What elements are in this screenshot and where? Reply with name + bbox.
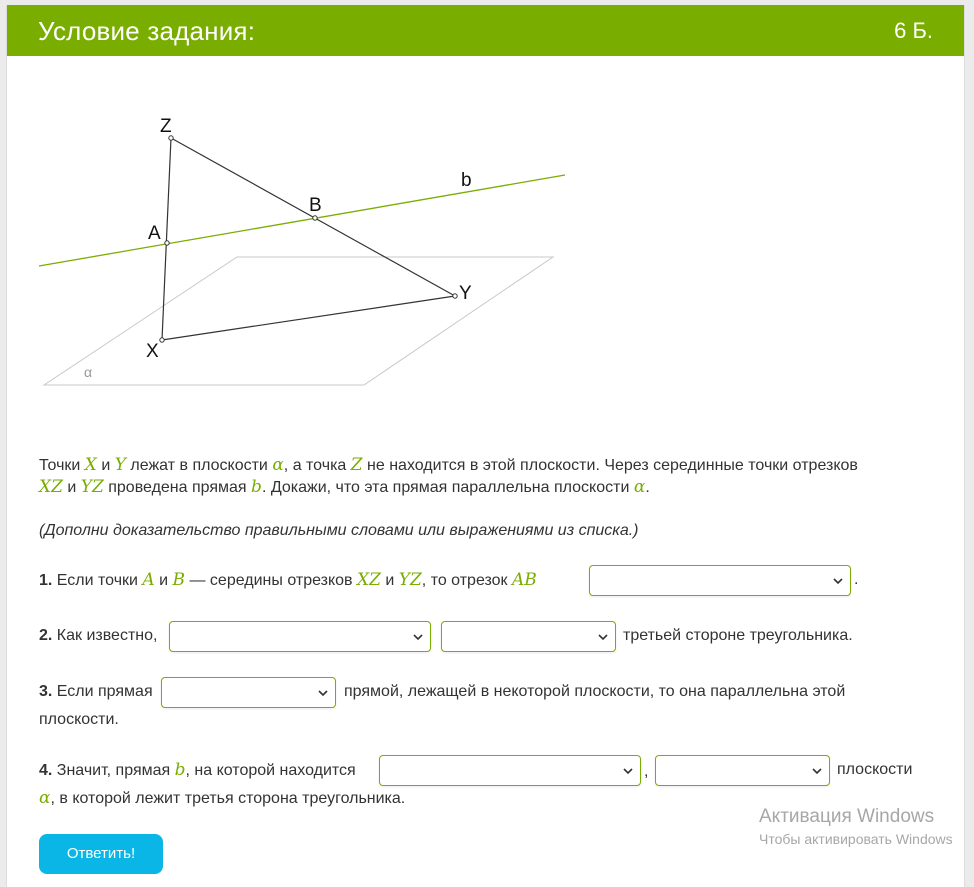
math-alpha: α xyxy=(272,455,284,475)
step-1-end: . xyxy=(854,571,859,588)
step-4-tail: плоскости xyxy=(837,761,913,778)
math-yz: YZ xyxy=(80,477,104,497)
math-xz: XZ xyxy=(39,477,63,497)
math-b: b xyxy=(174,760,186,780)
step-4-select-2[interactable] xyxy=(655,755,830,786)
problem-line-2: XZ и YZ проведена прямая b. Докажи, что эта прямая параллельна плоскости α. xyxy=(39,477,650,497)
math-b-point: B xyxy=(172,570,186,590)
point-x xyxy=(160,338,164,342)
math-alpha: α xyxy=(39,788,51,808)
task-title: Условие задания: xyxy=(38,16,256,46)
step-4-comma: , xyxy=(644,763,649,780)
math-y: Y xyxy=(114,455,126,475)
label-z: Z xyxy=(160,116,172,137)
chevron-down-icon xyxy=(833,576,843,586)
step-2-select-1[interactable] xyxy=(169,621,431,652)
windows-activation-subtitle: Чтобы активировать Windows xyxy=(759,831,953,847)
step-2-select-2[interactable] xyxy=(441,621,616,652)
math-b: b xyxy=(251,477,262,497)
plane-alpha xyxy=(44,257,553,385)
point-a xyxy=(165,241,169,245)
chevron-down-icon xyxy=(812,766,822,776)
geometry-figure xyxy=(7,5,607,405)
point-b xyxy=(313,216,317,220)
step-2-tail: третьей стороне треугольника. xyxy=(623,627,853,644)
step-3-select[interactable] xyxy=(161,677,336,708)
step-3-text: 3. Если прямая xyxy=(39,683,153,700)
step-1-text: 1. Если точки A и B — середины отрезков XZ и YZ, то отрезок AB xyxy=(39,570,537,590)
math-yz: YZ xyxy=(398,570,422,590)
label-y: Y xyxy=(459,283,472,304)
label-b-point: B xyxy=(309,195,322,216)
label-a: A xyxy=(148,223,161,244)
task-points: 6 Б. xyxy=(894,18,933,43)
chevron-down-icon xyxy=(623,766,633,776)
step-3-line-2: плоскости. xyxy=(39,711,119,728)
label-b-line: b xyxy=(461,170,472,191)
segment-zx xyxy=(162,138,171,340)
segment-xy xyxy=(162,296,455,340)
step-4-select-1[interactable] xyxy=(379,755,641,786)
point-y xyxy=(453,294,457,298)
step-1-select[interactable] xyxy=(589,565,851,596)
windows-activation-title: Активация Windows xyxy=(759,806,935,827)
task-card xyxy=(6,5,965,887)
instruction-hint: (Дополни доказательство правильными словами или выражениями из списка.) xyxy=(39,522,639,539)
line-b xyxy=(39,175,565,266)
math-ab: AB xyxy=(512,570,537,590)
chevron-down-icon xyxy=(598,632,608,642)
plane-alpha-label: α xyxy=(84,364,93,380)
math-xz: XZ xyxy=(357,570,381,590)
math-a: A xyxy=(142,570,155,590)
answer-button[interactable]: Ответить! xyxy=(39,834,163,874)
label-x: X xyxy=(146,341,159,362)
math-alpha-2: α xyxy=(633,477,646,497)
step-3-tail: прямой, лежащей в некоторой плоскости, то она параллельна этой xyxy=(344,683,846,700)
problem-line-1: Точки X и Y лежат в плоскости α, а точка Z не находится в этой плоскости. Через серединные точки отрезков xyxy=(39,455,858,475)
step-2-text: 2. Как известно, xyxy=(39,627,158,644)
chevron-down-icon xyxy=(318,688,328,698)
chevron-down-icon xyxy=(413,632,423,642)
math-x: X xyxy=(84,455,97,475)
step-4-line-2: α, в которой лежит третья сторона треугольника. xyxy=(39,788,406,808)
step-4-text: 4. Значит, прямая b, на которой находится xyxy=(39,760,356,780)
math-z: Z xyxy=(350,455,363,475)
